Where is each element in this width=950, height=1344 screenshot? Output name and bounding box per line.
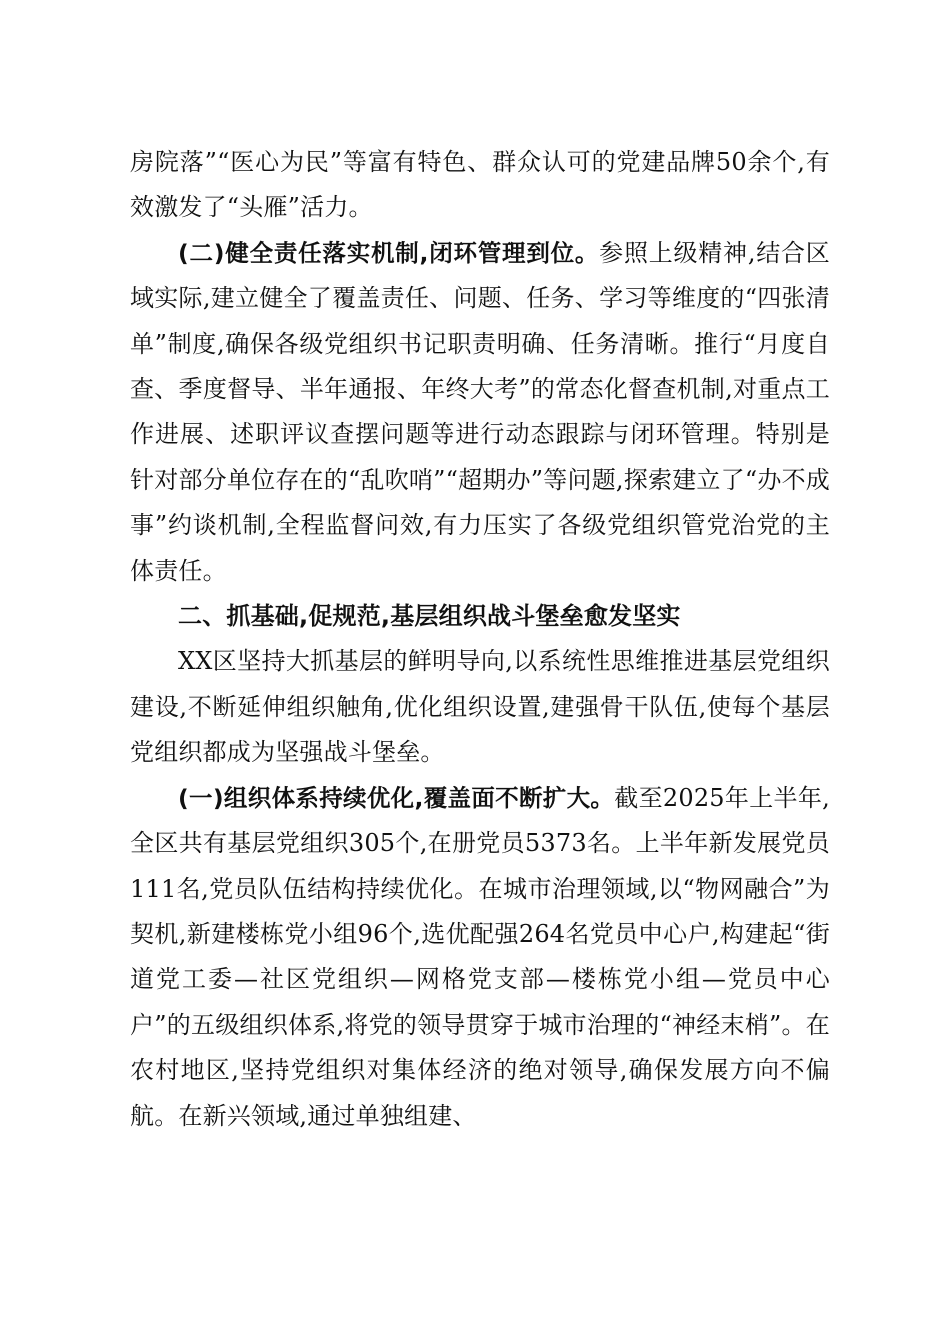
paragraph-continued (130, 140, 830, 231)
paragraph-lead: (二)健全责任落实机制,闭环管理到位。 (178, 238, 600, 267)
paragraph-text: 截至2025年上半年,全区共有基层党组织305个,在册党员5373名。上半年新发展党员111名,党员队伍结构持续优化。在城市治理领域,以“物网融合”为契机,新建楼栋党小组96个,选优配强264名党员中心户,构建起“街道党工委—社区党组织—网格党支部—楼栋党小组—党员中心户”的五级组织体系,将党的领导贯穿于城市治理的“神经末梢”。在农村地区,坚持党组织对集体经济的绝对领导,确保发展方向不偏航。在新兴领域,通过单独组建、 (130, 783, 830, 1130)
paragraph-text: 房院落”“医心为民”等富有特色、群众认可的党建品牌50余个,有效激发了“头雁”活力。 (130, 148, 830, 222)
section-intro (130, 639, 830, 775)
paragraph-lead: (一)组织体系持续优化,覆盖面不断扩大。 (178, 783, 615, 812)
paragraph-text: 参照上级精神,结合区域实际,建立健全了覆盖责任、问题、任务、学习等维度的“四张清单”制度,确保各级党组织书记职责明确、任务清晰。推行“月度自查、季度督导、半年通报、年终大考”的常态化督查机制,对重点工作进展、述职评议查摆问题等进行动态跟踪与闭环管理。特别是针对部分单位存在的“乱吹哨”“超期办”等问题,探索建立了“办不成事”约谈机制,全程监督问效,有力压实了各级党组织管党治党的主体责任。 (130, 238, 830, 585)
section-heading: 二、抓基础,促规范,基层组织战斗堡垒愈发坚实 (178, 602, 681, 631)
document-body (130, 140, 830, 1139)
paragraph-organization-system (130, 776, 830, 1139)
paragraph-text: XX区坚持大抓基层的鲜明导向,以系统性思维推进基层党组织建设,不断延伸组织触角,优化组织设置,建强骨干队伍,使每个基层党组织都成为坚强战斗堡垒。 (130, 647, 830, 767)
paragraph-responsibility-mechanism (130, 231, 830, 594)
